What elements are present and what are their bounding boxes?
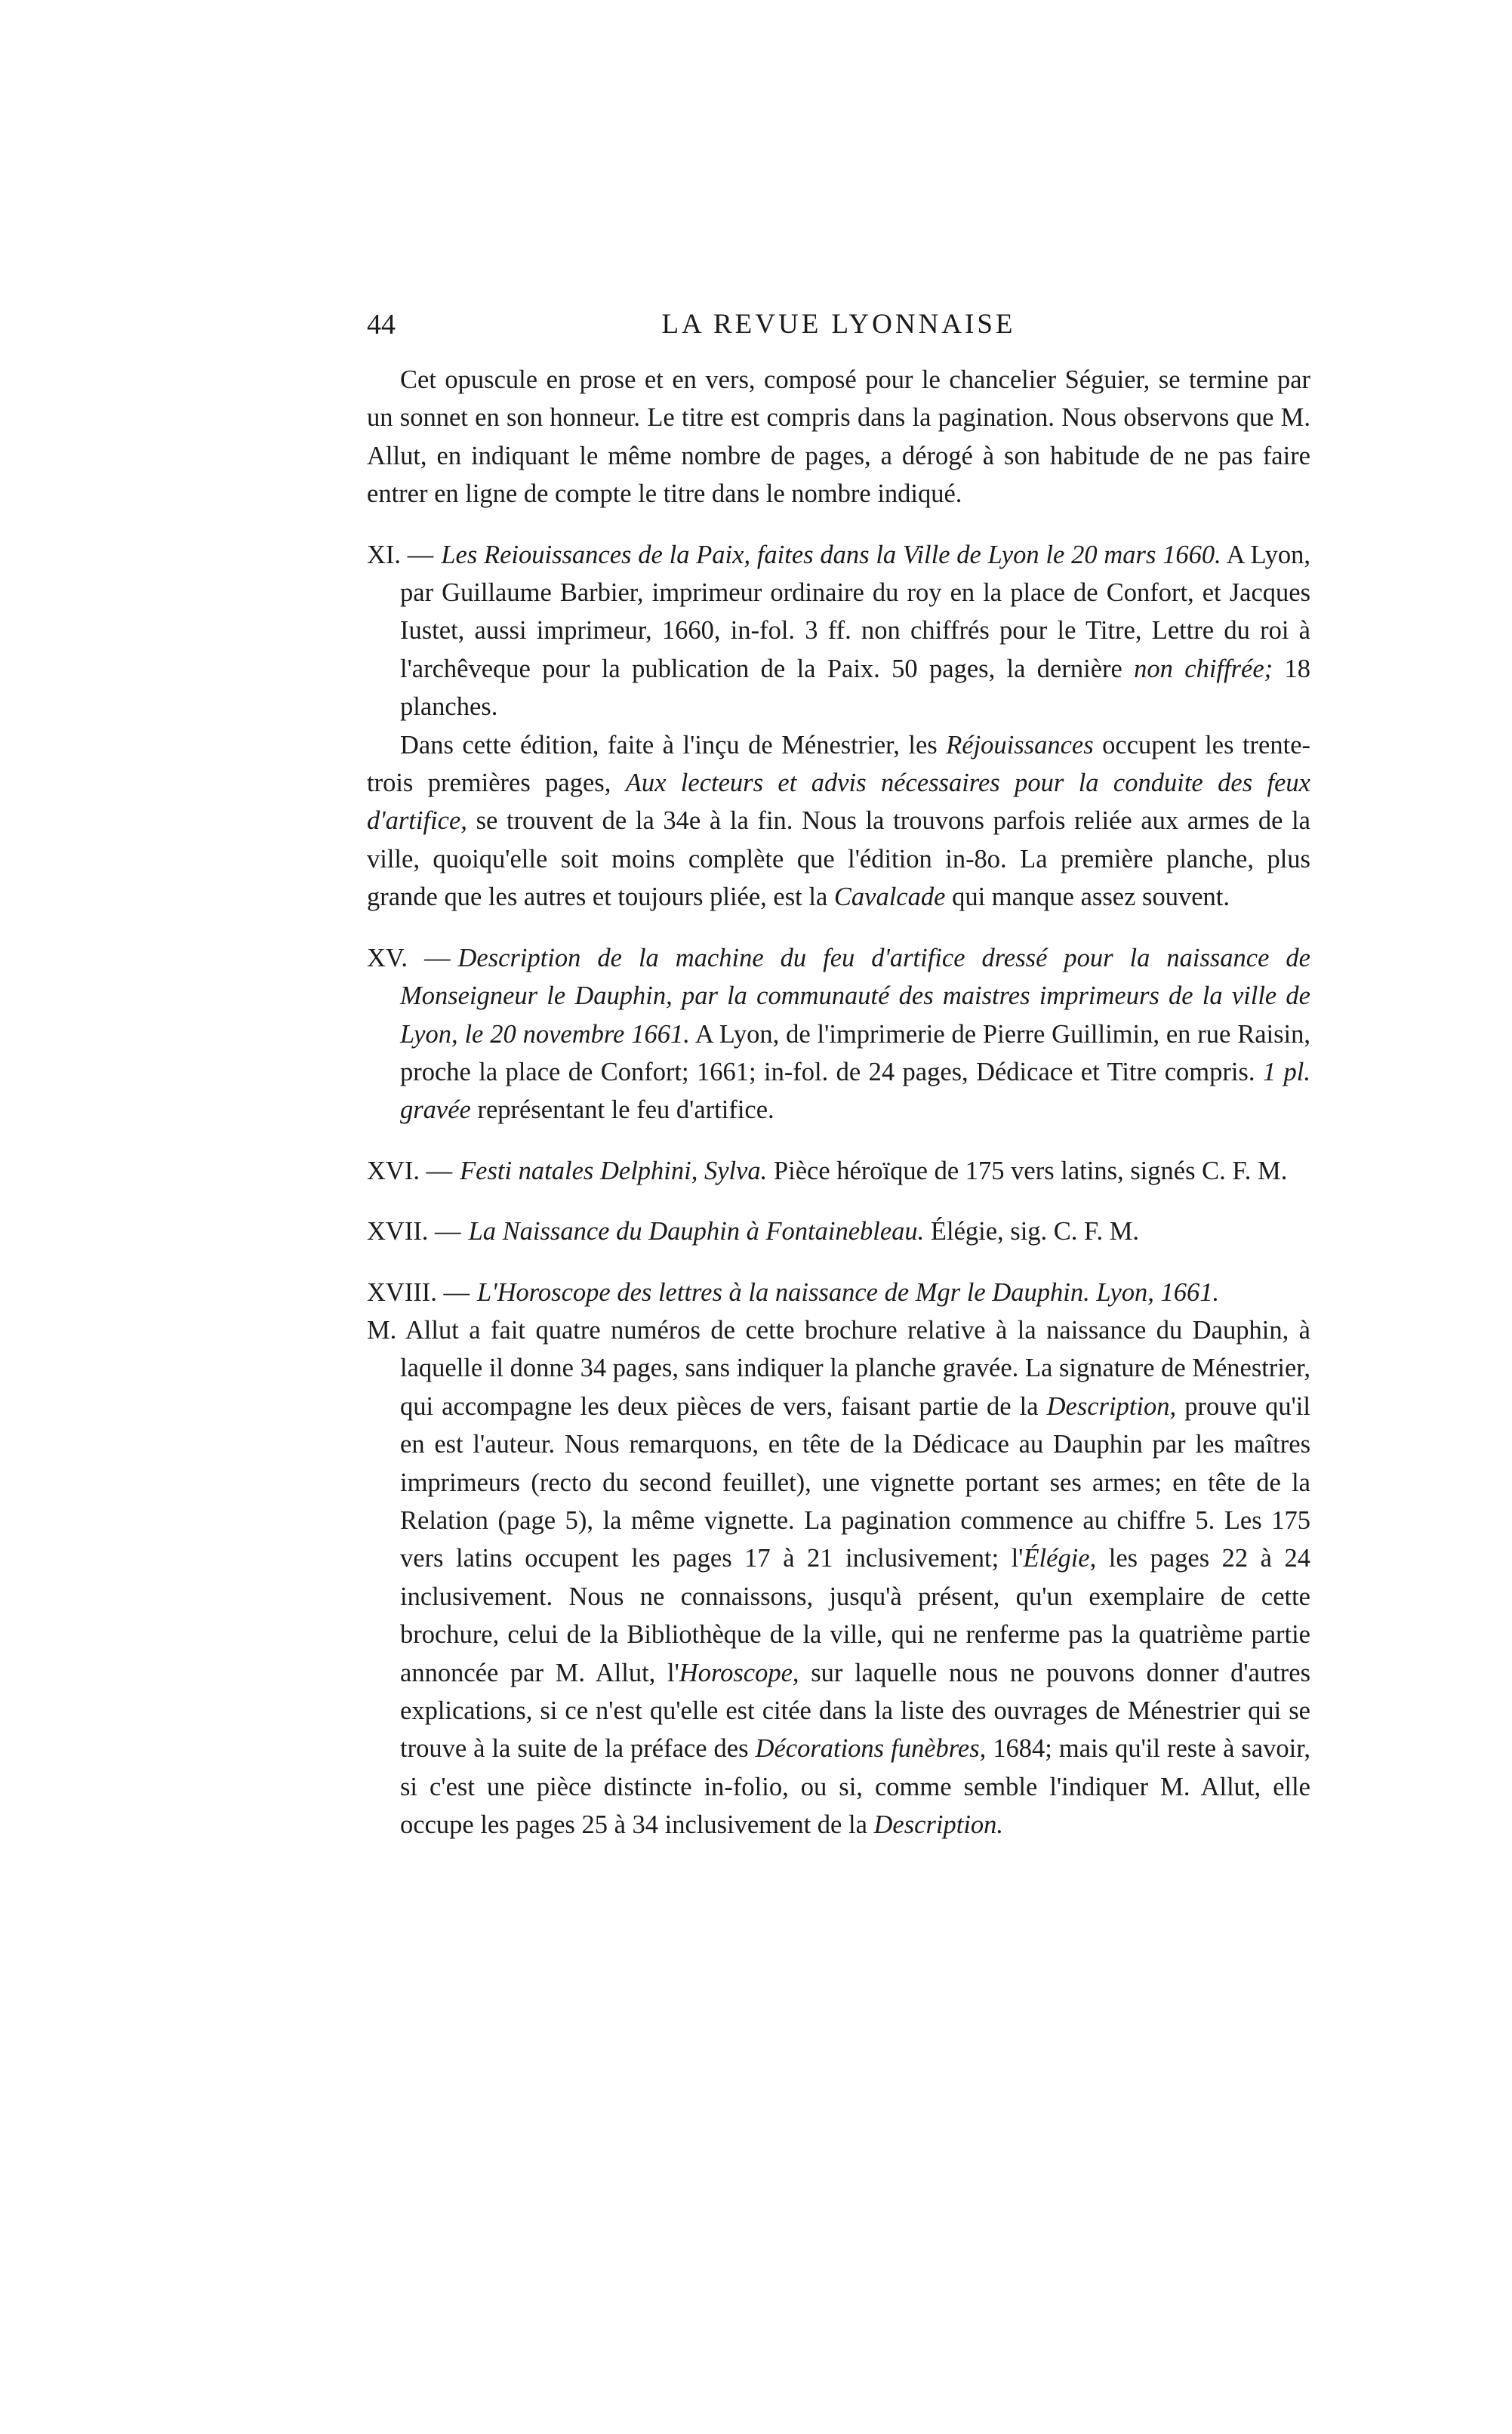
running-title: LA REVUE LYONNAISE: [661, 309, 1016, 340]
body-text: [367, 361, 1310, 1844]
entry-xi: [367, 536, 1310, 726]
text-run: les pages 22 à 24 inclusivement. Nous ne connaissons, jusqu'à présent, qu'un exemplaire de cette brochure, celui de la Bibliothèque de la ville, qui ne renferme pas la quatrième partie annoncée par M. Allut, l': [400, 1544, 1310, 1687]
italic-run: Description.: [873, 1810, 1004, 1840]
paragraph-edition: [367, 726, 1310, 917]
page-number: 44: [367, 309, 396, 340]
text-run: prouve qu'il en est l'auteur. Nous remarquons, en tête de la Dédicace au Dauphin par les maîtres imprimeurs (recto du second feuillet), une vignette portant ses armes; en tête de la Relation (page 5), la même vignette. La pagination commence au chiffre 5. Les 175 vers latins occupent les pages 17 à 21 inclusivement; l': [400, 1391, 1310, 1573]
italic-run: Aux lecteurs et advis nécessaires pour la conduite des feux d'artifice,: [367, 769, 1310, 836]
entry-xvi: [367, 1152, 1310, 1190]
text-run: se trouvent de la 34e à la fin. Nous la trouvons parfois reliée aux armes de la ville, quoiqu'elle soit moins complète que l'édition in-8o. La première planche, plus grande que les autres et toujours pliée, est la: [367, 806, 1310, 912]
entry-title: Les Reiouissances de la Paix, faites dans la Ville de Lyon le 20 mars 1660.: [441, 540, 1221, 569]
text-run: Dans cette édition, faite à l'inçu de Ménestrier, les: [400, 730, 947, 759]
entry-number: XVIII. —: [367, 1277, 470, 1307]
entry-title: La Naissance du Dauphin à Fontainebleau.: [468, 1217, 925, 1246]
entry-number: XI. —: [367, 540, 434, 569]
entry-title: Description de la machine du feu d'artifice dressé pour la naissance de Monseigneur le Dauphin, par la communauté des maistres imprimeurs de la ville de Lyon, le 20 novembre 1661.: [400, 943, 1310, 1049]
entry-plate: 1 pl. gravée: [400, 1057, 1310, 1125]
italic-run: Élégie,: [1023, 1544, 1097, 1573]
text-run: 1684; mais qu'il reste à savoir, si c'est une pièce distincte in-folio, ou si, comme semble l'indiquer M. Allut, elle occupe les pages 25 à 34 inclusivement de la: [400, 1734, 1310, 1840]
text-run: occupent les trente-trois premières pages,: [367, 730, 1310, 798]
entry-description: Élégie, sig. C. F. M.: [924, 1217, 1140, 1246]
entry-title: Festi natales Delphini, Sylva.: [460, 1156, 768, 1185]
entry-description: Pièce héroïque de 175 vers latins, signés C. F. M.: [767, 1156, 1288, 1185]
entry-description: A Lyon, de l'imprimerie de Pierre Guillimin, en rue Raisin, proche la place de Confort; 1661; in-fol. de 24 pages, Dédicace et Titre compris.: [400, 1019, 1310, 1086]
entry-xv: [367, 939, 1310, 1129]
italic-run: Description,: [1046, 1391, 1177, 1421]
text-run: sur laquelle nous ne pouvons donner d'autres explications, si ce n'est qu'elle est citée dans la liste des ouvrages de Ménestrier qui se trouve à la suite de la préface des: [400, 1658, 1311, 1764]
page-header: [367, 308, 1310, 353]
paragraph-commentary: [367, 1311, 1310, 1844]
italic-run: Cavalcade: [833, 883, 946, 912]
entry-number: XV. —: [367, 943, 451, 972]
text-run: M. Allut a fait quatre numéros de cette brochure relative à la naissance du Dauphin, à laquelle il donne 34 pages, sans indiquer la planche gravée. La signature de Ménestrier, qui accompagne les deux pièces de vers, faisant partie de la: [367, 1315, 1310, 1421]
entry-description-end: 18 planches.: [400, 654, 1311, 722]
entry-number: XVI. —: [367, 1156, 453, 1185]
entry-description-end: représentant le feu d'artifice.: [470, 1095, 774, 1125]
entry-xvii: [367, 1212, 1310, 1250]
italic-run: Réjouissances: [946, 730, 1094, 759]
entry-description: A Lyon, par Guillaume Barbier, imprimeur ordinaire du roy en la place de Confort, et Jacques Iustet, aussi imprimeur, 1660, in-fol. 3 ff. non chiffrés pour le Titre, Lettre du roi à l'archêveque pour la publication de la Paix. 50 pages, la dernière: [400, 540, 1310, 683]
paragraph-intro: Cet opuscule en prose et en vers, composé pour le chancelier Séguier, se termine par un sonnet en son honneur. Le titre est compris dans la pagination. Nous observons que M. Allut, en indiquant le même nombre de pages, a dérogé à son habitude de ne pas faire entrer en ligne de compte le titre dans le nombre indiqué.: [367, 365, 1310, 509]
entry-xviii: [367, 1274, 1310, 1311]
entry-title: L'Horoscope des lettres à la naissance de Mgr le Dauphin. Lyon, 1661.: [477, 1277, 1220, 1307]
italic-run: Horoscope,: [679, 1658, 799, 1687]
entry-number: XVII. —: [367, 1217, 461, 1246]
italic-run: Décorations funèbres,: [755, 1734, 987, 1764]
entry-note: non chiffrée;: [1134, 654, 1273, 683]
text-run: qui manque assez souvent.: [945, 883, 1230, 912]
